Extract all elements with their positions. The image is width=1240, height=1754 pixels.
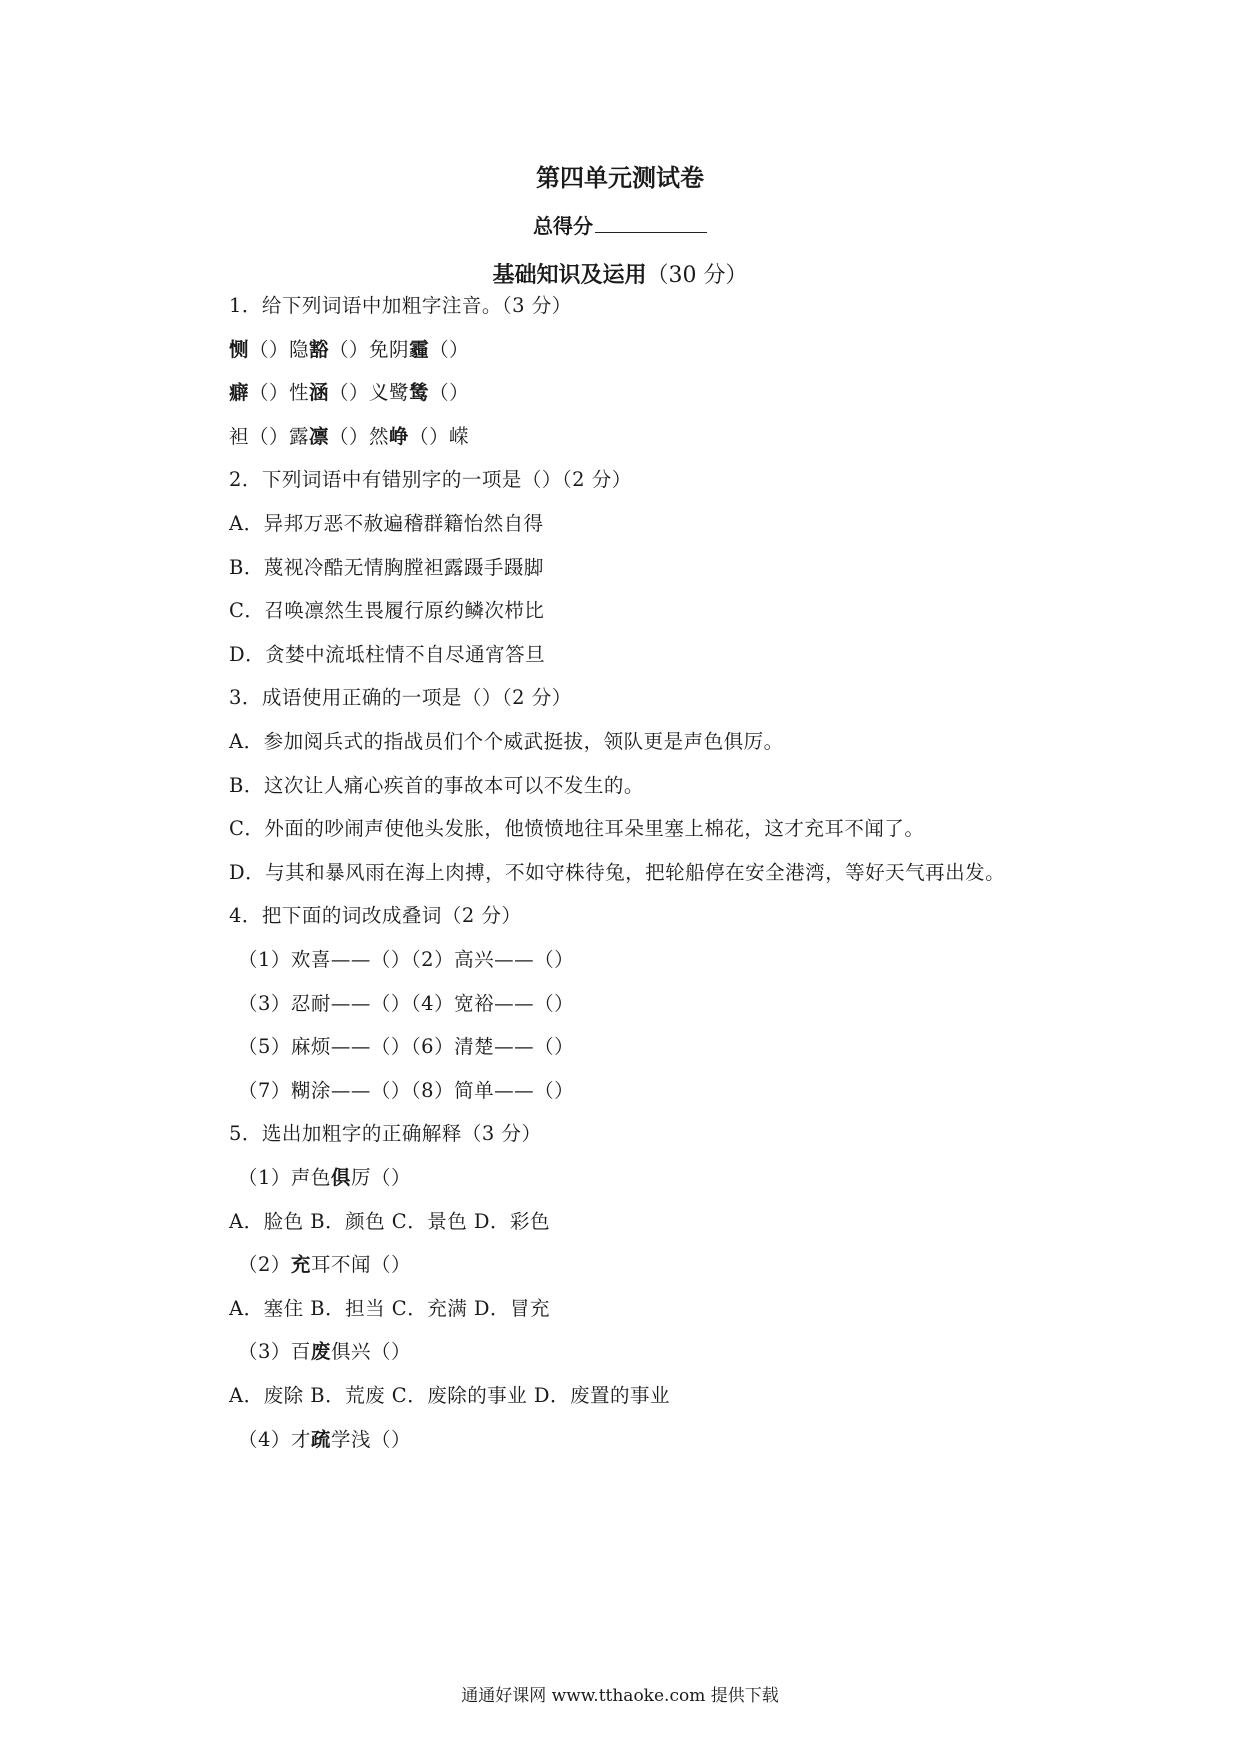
- line-q4: [229, 900, 522, 928]
- line-text: 俱兴（）: [330, 1340, 411, 1364]
- line-q4-r4: [238, 1075, 574, 1103]
- line-text: （3）百: [238, 1340, 311, 1364]
- line-text: A．废除 B．荒废 C．废除的事业 D．废置的事业: [229, 1384, 671, 1407]
- line-text: 耳不闻（）: [310, 1253, 411, 1277]
- line-text: （）隐: [249, 337, 310, 361]
- line-text: （）: [429, 337, 470, 361]
- line-q2-c: [229, 595, 544, 623]
- line-q2: [229, 464, 632, 492]
- bold-character: 豁: [309, 337, 330, 361]
- line-text: 1．给下列词语中加粗字注音。（3 分）: [229, 294, 572, 317]
- line-text: C．召唤凛然生畏履行原约鳞次栉比: [229, 599, 545, 623]
- line-text: （）性: [249, 381, 310, 405]
- line-q5-1-opts: [229, 1206, 550, 1234]
- line-text: 袒（）露: [229, 424, 310, 448]
- line-text: （5）麻烦——（）（6）清楚——（）: [238, 1035, 575, 1059]
- line-text: （）免阴: [329, 337, 410, 361]
- line-text: B．这次让人痛心疾首的事故本可以不发生的。: [229, 773, 644, 797]
- line-q2-a: [229, 508, 544, 536]
- line-q1-r1: [229, 334, 469, 362]
- line-text: （3）忍耐——（）（4）宽裕——（）: [238, 991, 575, 1015]
- line-text: C．外面的吵闹声使他头发胀，他愤愤地往耳朵里塞上棉花，这才充耳不闻了。: [229, 817, 925, 841]
- line-text: A．异邦万恶不赦遍稽群籍怡然自得: [229, 512, 544, 535]
- line-q3-c: [229, 813, 924, 841]
- line-text: D．与其和暴风雨在海上肉搏，不如守株待兔，把轮船停在安全港湾，等好天气再出发。: [229, 860, 1006, 884]
- line-text: （）嵘: [409, 424, 470, 448]
- line-text: （2）: [238, 1253, 291, 1277]
- line-text: 5．选出加粗字的正确解释（3 分）: [229, 1122, 542, 1146]
- line-q5-2-opts: [229, 1293, 550, 1321]
- line-q2-b: [229, 552, 544, 580]
- section-heading: [0, 258, 1240, 289]
- line-q3: [229, 682, 572, 710]
- line-q1: [229, 290, 572, 318]
- bold-character: 凛: [309, 424, 330, 448]
- total-score-line: [0, 210, 1240, 239]
- bold-character: 峥: [389, 424, 410, 448]
- bold-character: 恻: [229, 337, 250, 361]
- line-text: （4）才: [238, 1427, 311, 1451]
- line-text: 4．把下面的词改成叠词（2 分）: [229, 904, 522, 928]
- line-text: （1）声色: [238, 1166, 331, 1189]
- line-q4-r2: [238, 988, 574, 1016]
- line-text: 3．成语使用正确的一项是（）（2 分）: [229, 686, 572, 710]
- section-points: （30 分）: [646, 263, 748, 288]
- bold-character: 涵: [309, 381, 330, 405]
- line-text: （）: [429, 381, 470, 405]
- bold-character: 废: [310, 1340, 331, 1364]
- line-text: 2．下列词语中有错别字的一项是（）（2 分）: [229, 468, 632, 492]
- line-text: D．贪婪中流坻柱情不自尽通宵答旦: [229, 642, 546, 666]
- line-text: 厉（）: [350, 1166, 411, 1189]
- line-text: A．脸色 B．颜色 C．景色 D．彩色: [229, 1209, 551, 1233]
- score-label: 总得分: [533, 214, 593, 238]
- bold-character: 俱: [330, 1166, 351, 1189]
- line-text: B．蔑视冷酷无情胸膛袒露蹑手蹑脚: [229, 555, 544, 579]
- section-title: 基础知识及运用: [492, 263, 647, 288]
- line-text: （）义鹭: [329, 381, 410, 405]
- bold-character: 充: [290, 1253, 311, 1277]
- line-q4-r3: [238, 1031, 574, 1059]
- line-text: A．参加阅兵式的指战员们个个威武挺拔，领队更是声色俱厉。: [229, 730, 784, 753]
- line-text: 学浅（）: [330, 1427, 411, 1451]
- line-q5-4: [238, 1424, 411, 1452]
- line-q1-r2: [229, 377, 469, 405]
- bold-character: 癖: [229, 381, 250, 405]
- score-blank: [595, 214, 707, 233]
- line-q2-d: [229, 639, 545, 667]
- line-text: A．塞住 B．担当 C．充满 D．冒充: [229, 1296, 551, 1320]
- line-q4-r1: [238, 944, 574, 972]
- line-q5-3: [238, 1336, 411, 1364]
- line-text: （1）欢喜——（）（2）高兴——（）: [238, 948, 575, 971]
- line-q5-3-opts: [229, 1380, 670, 1408]
- page-title: 第四单元测试卷: [536, 164, 704, 192]
- line-q5-1: [238, 1162, 411, 1190]
- line-q3-a: [229, 726, 784, 754]
- bold-character: 霾: [409, 337, 430, 361]
- line-text: （）然: [329, 424, 390, 448]
- line-q3-d: [229, 857, 1005, 885]
- bold-character: 疏: [310, 1427, 331, 1451]
- bold-character: 鸶: [409, 381, 430, 405]
- line-text: （7）糊涂——（）（8）简单——（）: [238, 1078, 575, 1102]
- footer-text: 通通好课网 www.tthaoke.com 提供下载: [461, 1686, 779, 1706]
- line-q3-b: [229, 770, 644, 798]
- line-q5-2: [238, 1249, 411, 1277]
- line-q5: [229, 1118, 542, 1146]
- line-q1-r3: [229, 421, 469, 449]
